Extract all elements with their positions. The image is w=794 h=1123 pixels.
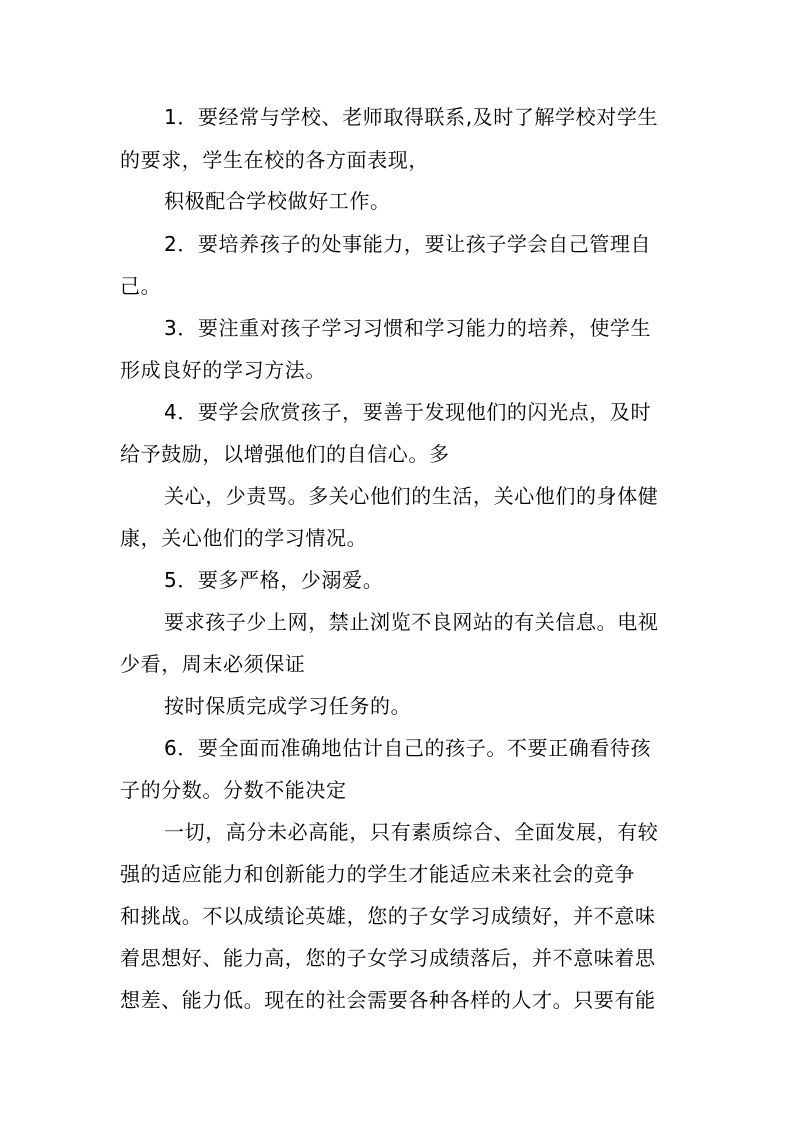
- text-line: 康，关心他们的学习情况。: [120, 526, 368, 550]
- text-line: 关心，少责骂。多关心他们的生活，关心他们的身体健: [164, 484, 659, 508]
- text-line: 4．要学会欣赏孩子，要善于发现他们的闪光点，及时: [164, 400, 652, 424]
- text-line: 要求孩子少上网，禁止浏览不良网站的有关信息。电视: [164, 610, 659, 634]
- text-line: 6．要全面而准确地估计自己的孩子。不要正确看待孩: [164, 736, 652, 760]
- text-line: 形成良好的学习方法。: [120, 358, 326, 382]
- text-line: 己。: [120, 274, 162, 298]
- text-line: 给予鼓励，以增强他们的自信心。多: [120, 442, 450, 466]
- text-line: 子的分数。分数不能决定: [120, 778, 347, 802]
- text-line: 强的适应能力和创新能力的学生才能适应未来社会的竞争: [120, 862, 635, 886]
- text-line: 少看，周末必须保证: [120, 652, 306, 676]
- text-line: 着思想好、能力高，您的子女学习成绩落后，并不意味着思: [120, 946, 656, 970]
- text-line: 想差、能力低。现在的社会需要各种各样的人才。只要有能: [120, 988, 656, 1012]
- text-line: 的要求，学生在校的各方面表现，: [120, 148, 429, 172]
- text-line: 5．要多严格，少溺爱。: [164, 568, 384, 592]
- text-line: 一切，高分未必高能，只有素质综合、全面发展，有较: [164, 820, 659, 844]
- text-line: 1．要经常与学校、老师取得联系,及时了解学校对学生: [164, 105, 659, 129]
- text-line: 按时保质完成学习任务的。: [164, 694, 412, 718]
- text-line: 积极配合学校做好工作。: [164, 189, 391, 213]
- text-line: 2．要培养孩子的处事能力，要让孩子学会自己管理自: [164, 232, 652, 256]
- text-line: 3．要注重对孩子学习习惯和学习能力的培养，使学生: [164, 316, 652, 340]
- text-line: 和挑战。不以成绩论英雄，您的子女学习成绩好，并不意味: [120, 904, 656, 928]
